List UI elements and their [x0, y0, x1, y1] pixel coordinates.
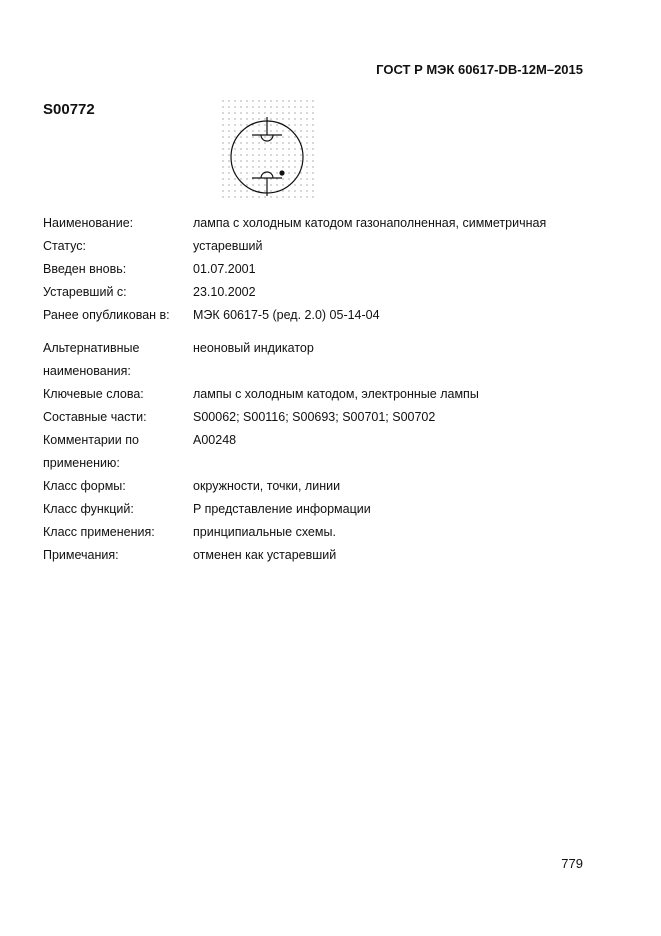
grid-dots	[222, 100, 314, 200]
field-label: Класс формы:	[43, 479, 126, 493]
document-header: ГОСТ Р МЭК 60617-DB-12M–2015	[376, 62, 583, 77]
field-label: Составные части:	[43, 410, 147, 424]
field-label: Класс функций:	[43, 502, 134, 516]
field-label: Комментарии по применению:	[43, 433, 139, 470]
field-label: Класс применения:	[43, 525, 155, 539]
field-row-name	[43, 212, 603, 235]
field-row-introduced	[43, 258, 603, 281]
field-value: 01.07.2001	[193, 262, 256, 276]
field-label: Статус:	[43, 239, 86, 253]
field-value: P представление информации	[193, 502, 371, 516]
field-row-function-class	[43, 498, 603, 521]
field-list	[43, 212, 603, 567]
field-label: Ранее опубликован в:	[43, 308, 170, 322]
field-row-notes	[43, 544, 603, 567]
field-value: S00062; S00116; S00693; S00701; S00702	[193, 410, 436, 424]
field-value: 23.10.2002	[193, 285, 256, 299]
cold-cathode-lamp-symbol-icon	[222, 100, 314, 200]
field-label: Введен вновь:	[43, 262, 127, 276]
field-label: Альтернативные наименования:	[43, 341, 140, 378]
field-row-previously-published	[43, 304, 603, 327]
field-value: устаревший	[193, 239, 263, 253]
field-value: A00248	[193, 433, 237, 447]
field-row-alternative-names	[43, 337, 603, 383]
field-value: лампа с холодным катодом газонаполненная, симметричная	[193, 216, 547, 230]
gas-dot	[279, 170, 284, 175]
field-value: окружности, точки, линии	[193, 479, 341, 493]
field-value: отменен как устаревший	[193, 548, 337, 562]
field-value: МЭК 60617-5 (ред. 2.0) 05-14-04	[193, 308, 380, 322]
symbol-code: S00772	[43, 101, 95, 118]
field-value: принципиальные схемы.	[193, 525, 336, 539]
field-row-status	[43, 235, 603, 258]
field-row-application-class	[43, 521, 603, 544]
field-row-components	[43, 406, 603, 429]
page-number: 779	[561, 856, 583, 871]
field-row-application-notes	[43, 429, 603, 475]
field-label: Примечания:	[43, 548, 119, 562]
field-value: неоновый индикатор	[193, 341, 314, 355]
field-row-obsolete-since	[43, 281, 603, 304]
field-label: Устаревший с:	[43, 285, 127, 299]
field-value: лампы с холодным катодом, электронные лампы	[193, 387, 479, 401]
field-label: Наименование:	[43, 216, 134, 230]
field-row-shape-class	[43, 475, 603, 498]
field-row-keywords	[43, 383, 603, 406]
field-label: Ключевые слова:	[43, 387, 144, 401]
